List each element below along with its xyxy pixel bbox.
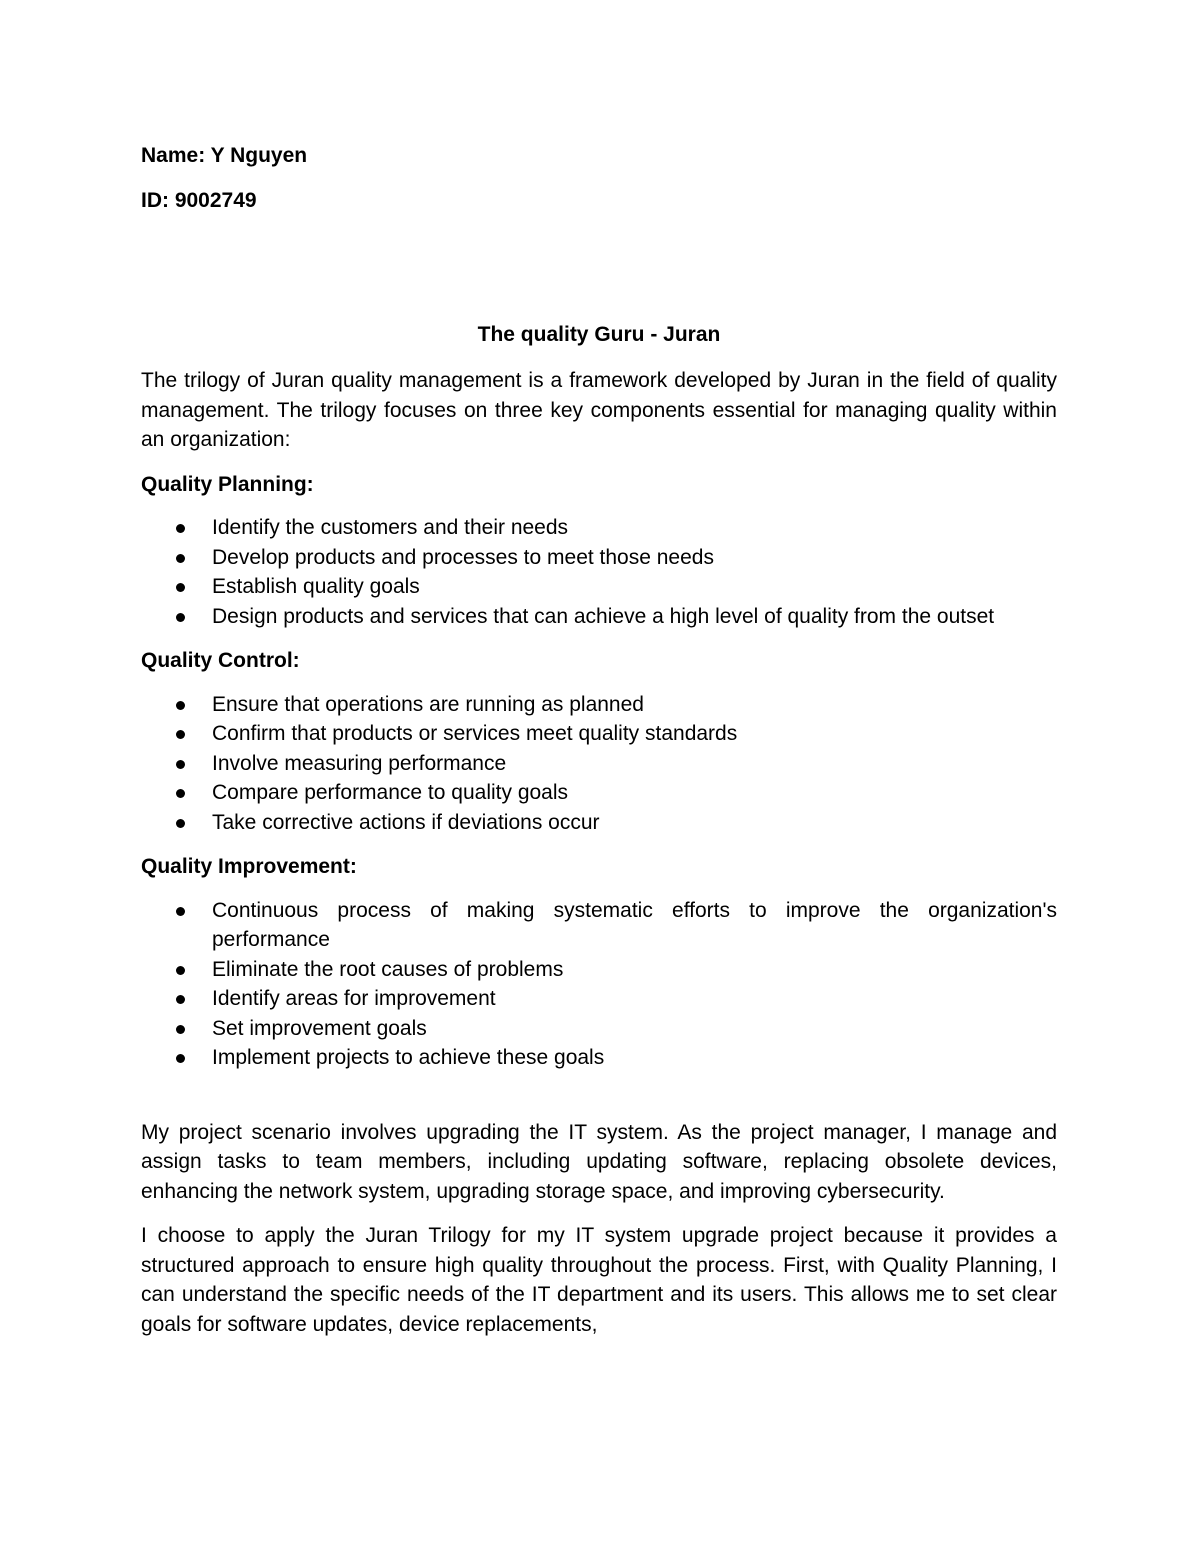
list-item-text: Develop products and processes to meet those needs: [212, 545, 714, 569]
list-item-text: Set improvement goals: [212, 1016, 427, 1040]
list-item: [141, 984, 1057, 1014]
section-heading-quality-planning: Quality Planning:: [141, 472, 314, 496]
bullet-icon: [176, 1054, 185, 1063]
list-item-text: Ensure that operations are running as planned: [212, 692, 644, 716]
list-item: [141, 1043, 1057, 1073]
bullet-icon: [176, 730, 185, 739]
list-item-text: Continuous process of making systematic efforts to improve the organization's performance: [212, 898, 1057, 951]
list-item: [141, 602, 1057, 632]
blank-line: [141, 1088, 1057, 1118]
juran-trilogy-application-paragraph: I choose to apply the Juran Trilogy for my IT system upgrade project because it provides a structured approach to ensure high quality throughout the process. First, with Quality Planning, I can understand the specific needs of the IT department and its users. This allows me to set clear goals for software updates, device replacements,: [141, 1224, 1057, 1336]
list-item-text: Establish quality goals: [212, 575, 420, 598]
list-item-text: Identify the customers and their needs: [212, 516, 569, 539]
bullet-icon: [176, 554, 185, 563]
quality-improvement-list: [141, 896, 1057, 1073]
student-id: ID: 9002749: [141, 189, 257, 212]
list-item-text: Compare performance to quality goals: [212, 781, 569, 804]
document-title: The quality Guru - Juran: [477, 323, 721, 346]
list-item-text: Involve measuring performance: [212, 751, 507, 775]
document-page: [141, 0, 1057, 1553]
list-item-text: Confirm that products or services meet quality standards: [212, 722, 738, 745]
list-item: [141, 749, 1057, 779]
document-body: [141, 366, 1057, 1354]
list-item-text: Identify areas for improvement: [212, 987, 496, 1010]
quality-control-list: [141, 690, 1057, 838]
bullet-icon: [176, 613, 185, 622]
list-item-text: Implement projects to achieve these goals: [212, 1046, 605, 1069]
list-item: [141, 543, 1057, 573]
list-item-text: Eliminate the root causes of problems: [212, 957, 564, 981]
bullet-icon: [176, 701, 185, 710]
list-item: [141, 778, 1057, 808]
project-scenario-paragraph: My project scenario involves upgrading the IT system. As the project manager, I manage and assign tasks to team members, including updating software, replacing obsolete devices, enhancing the network system, upgrading storage space, and improving cybersecurity.: [141, 1120, 1057, 1203]
list-item-text: Take corrective actions if deviations occur: [212, 810, 600, 834]
bullet-icon: [176, 789, 185, 798]
list-item: [141, 1014, 1057, 1044]
bullet-icon: [176, 966, 185, 975]
list-item: [141, 690, 1057, 720]
bullet-icon: [176, 995, 185, 1004]
bullet-icon: [176, 760, 185, 769]
list-item: [141, 896, 1057, 955]
list-item: [141, 808, 1057, 838]
bullet-icon: [176, 907, 185, 916]
bullet-icon: [176, 819, 185, 828]
list-item: [141, 513, 1057, 543]
bullet-icon: [176, 1025, 185, 1034]
section-heading-quality-control: Quality Control:: [141, 649, 300, 672]
list-item: [141, 719, 1057, 749]
bullet-icon: [176, 583, 185, 592]
intro-paragraph: The trilogy of Juran quality management is a framework developed by Juran in the field of quality management. The trilogy focuses on three key components essential for managing quality within an organization:: [141, 369, 1057, 451]
bullet-icon: [176, 524, 185, 533]
section-heading-quality-improvement: Quality Improvement:: [141, 855, 357, 878]
list-item: [141, 572, 1057, 602]
list-item: [141, 955, 1057, 985]
list-item-text: Design products and services that can achieve a high level of quality from the outset: [212, 604, 995, 628]
quality-planning-list: [141, 513, 1057, 631]
student-name: Name: Y Nguyen: [141, 144, 308, 167]
